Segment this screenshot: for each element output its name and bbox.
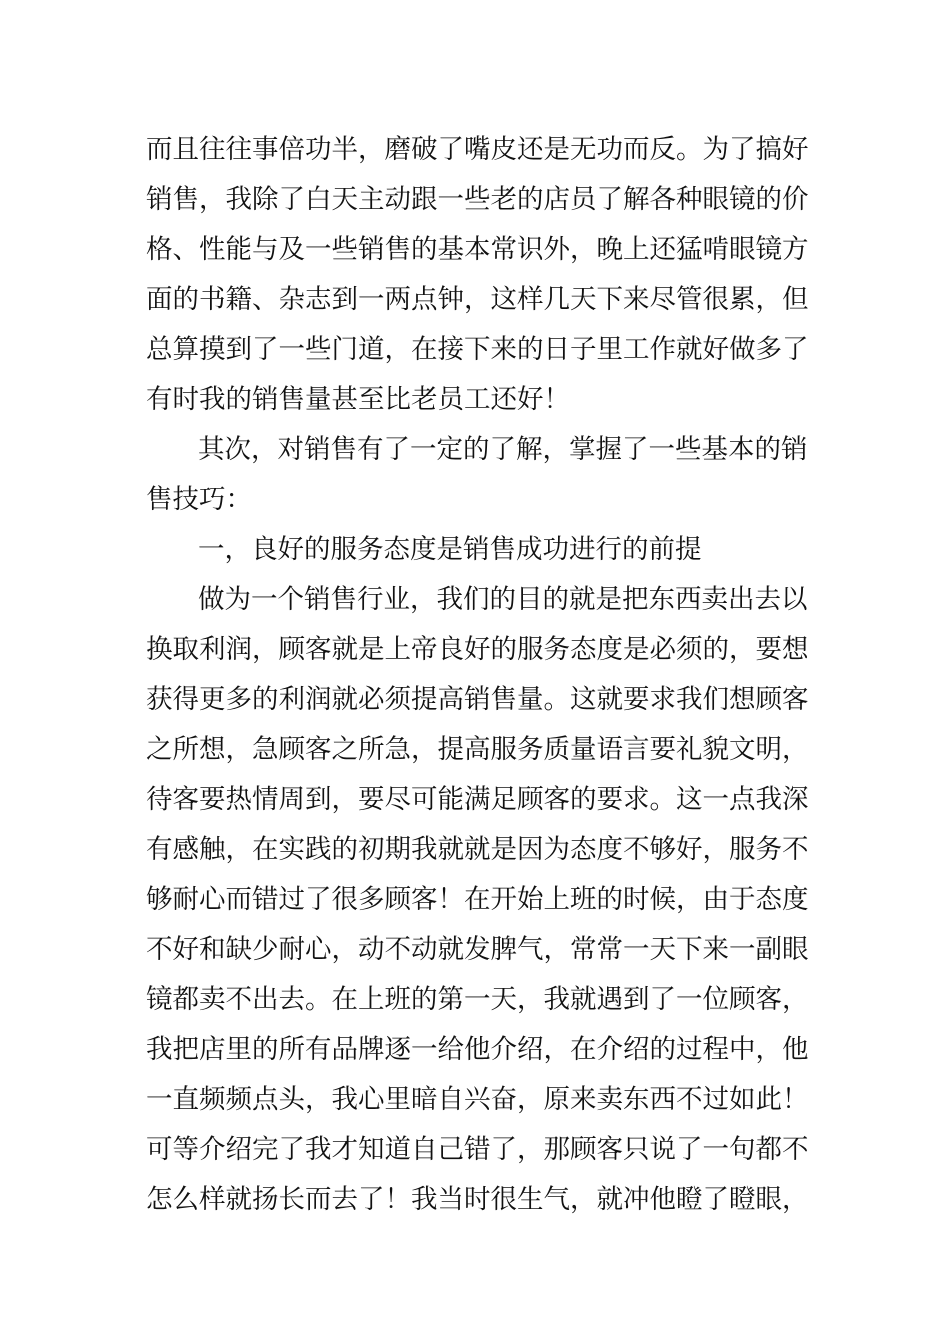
text-line: 格、性能与及一些销售的基本常识外，晚上还猛啃眼镜方 xyxy=(146,234,809,265)
text-line: 面的书籍、杂志到一两点钟，这样几天下来尽管很累，但 xyxy=(146,284,809,315)
text-line: 我把店里的所有品牌逐一给他介绍，在介绍的过程中，他 xyxy=(146,1034,809,1065)
text-line: 有感触，在实践的初期我就就是因为态度不够好，服务不 xyxy=(146,834,809,865)
text-line: 销售，我除了白天主动跟一些老的店员了解各种眼镜的价 xyxy=(146,184,809,215)
text-line: 怎么样就扬长而去了！我当时很生气，就冲他瞪了瞪眼， xyxy=(146,1184,809,1215)
text-line: 换取利润，顾客就是上帝良好的服务态度是必须的，要想 xyxy=(146,634,809,665)
text-line: 一直频频点头，我心里暗自兴奋，原来卖东西不过如此！ xyxy=(146,1084,809,1115)
text-line: 有时我的销售量甚至比老员工还好！ xyxy=(146,384,570,415)
text-line: 待客要热情周到，要尽可能满足顾客的要求。这一点我深 xyxy=(146,784,809,815)
text-line: 之所想，急顾客之所急，提高服务质量语言要礼貌文明， xyxy=(146,734,809,765)
text-line: 够耐心而错过了很多顾客！在开始上班的时候，由于态度 xyxy=(146,884,809,915)
text-line: 镜都卖不出去。在上班的第一天，我就遇到了一位顾客， xyxy=(146,984,809,1015)
text-line: 不好和缺少耐心，动不动就发脾气，常常一天下来一副眼 xyxy=(146,934,809,965)
paragraph-first-line: 其次，对销售有了一定的了解，掌握了一些基本的销 xyxy=(198,434,808,465)
text-line: 总算摸到了一些门道，在接下来的日子里工作就好做多了 xyxy=(146,334,809,365)
text-line: 售技巧： xyxy=(146,484,252,515)
paragraph-first-line: 做为一个销售行业，我们的目的就是把东西卖出去以 xyxy=(198,584,808,615)
section-heading: 一，良好的服务态度是销售成功进行的前提 xyxy=(198,534,702,565)
text-line: 获得更多的利润就必须提高销售量。这就要求我们想顾客 xyxy=(146,684,809,715)
text-line: 而且往往事倍功半，磨破了嘴皮还是无功而反。为了搞好 xyxy=(146,134,809,165)
text-line: 可等介绍完了我才知道自己错了，那顾客只说了一句都不 xyxy=(146,1134,809,1165)
